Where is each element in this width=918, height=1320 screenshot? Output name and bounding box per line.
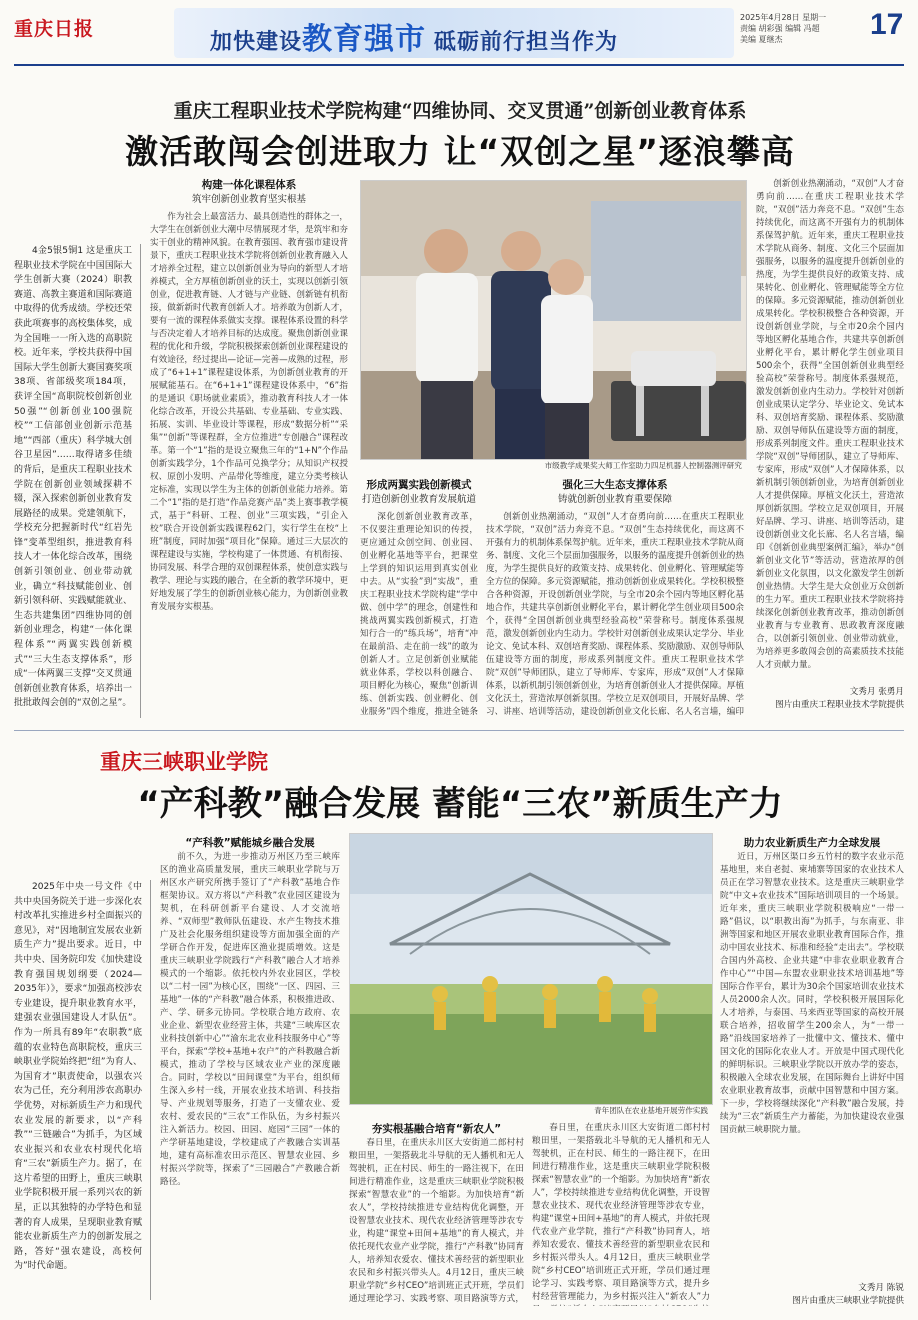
article1-byline: [756, 686, 904, 712]
article-divider: [14, 730, 904, 731]
article1-section3-continued: [756, 178, 904, 678]
article1-photo-caption: 市级教学成果奖大师工作室助力四足机器人控制器测评研究: [544, 461, 742, 470]
section-subheading: 筑牢创新创业教育坚实根基: [191, 194, 306, 205]
issue-meta: [740, 12, 870, 45]
section-body: 近日，万州区渠口乡五竹村的数字农业示范基地里，来自老挝、柬埔寨等国家的农业技术人员正在学习智慧农业技术。这是重庆三峡职业学院“中文+农业技术”国际培训项目的一个场景。近年来，重庆三峡职业学院积极响应“一带一路”倡议，以“职教出海”为抓手，与东南亚、非洲等国家和地区开展农业职业教育国际合作，推动中国农业技术、标准和经验“走出去”。学校联合国内外高校、企业共建“中非农业职业教育合作中心”“中国—东盟农业职业技术培训基地”等国际合作平台，累计为30余个国家培训农业技术人员2000余人次。同时，学校积极开展国际化人才培养，与泰国、马来西亚等国家的高校开展联合培养，招收留学生200余人，为“一带一路”沿线国家培养了一批懂中文、懂技术、懂中国文化的国际化农业人才。开放是中国式现代化的鲜明标识。三峡职业学院以开放办学的姿态，积极融入全球农业发展，在国际舞台上讲好中国农业职业教育故事，贡献中国智慧和中国方案。下一步，学校将继续深化“产科教”融合发展，持续为“三农”新质生产力蓄能，为加快建设农业强国贡献三峡职院力量。: [720, 852, 904, 1135]
page-number: 17: [870, 8, 904, 41]
lab-scene-image: [361, 181, 746, 459]
article2-section2-continued: [532, 1122, 710, 1306]
newspaper-logo: 重庆日报: [14, 18, 95, 40]
section-body-continued: 春日里，在重庆永川区大安街道二郎村村粮田里，一架搭载北斗导航的无人播机和无人驾驶机，正在村民、师生的一路注视下，在田间进行精准作业，这是重庆三峡职业学院积极探索“智慧农业”的一个缩影。为加快培育“新农人”，学校持续推进专业结构优化调整，开设智慧农业技术、现代农业经济管理等涉农专业，构建“课堂+田间+基地”的育人模式，并依托现代农业产业学院，推行“产科教”协同育人，培养知农爱农、懂技术善经营的新型职业农民和乡村振兴带头人。4月12日，重庆三峡职业学院“乡村CEO”培训班正式开班，学员们通过理论学习、实践考察、项目路演等方式，提升乡村经营管理能力，为乡村振兴注入“新农人”力: [532, 1123, 710, 1302]
section-heading: 夯实根基融合培育“新农人”: [371, 1123, 502, 1135]
column-rule: [150, 880, 151, 1300]
section-heading: 构建一体化课程体系: [201, 179, 297, 191]
section-body: 深化创新创业教育改革，不仅要注重理论知识的传授，更应通过众创空间、创业园、创业孵化基地等平台，把课堂上学到的知识运用到真实创业中去。从“实验”到“实战”，重庆工程职业技术学院构建“学中做、创中学”的理念，创建性和挑战两翼实践创新模式，打造知行合一的“练兵场”，培育“冲在最前沿、走在前一线”的敢为创新人才。立足创新创业赋能就业体系，学校以科创融合、项目孵化为核心，聚焦“创新训练、创新实践、创业孵化、创业服务”四个维度，推进全链条: [360, 512, 478, 717]
banner-part-1: 加快建设: [210, 30, 303, 55]
article1-section2: [360, 478, 478, 718]
article1-photo: [360, 180, 747, 460]
article2-photo-credit: 图片由重庆三峡职业学院提供: [792, 1296, 904, 1306]
section-body: 春日里，在重庆永川区大安街道二郎村村粮田里，一架搭载北斗导航的无人播机和无人驾驶机，正在村民、师生的一路注视下，在田间进行精准作业，这是重庆三峡职业学院积极探索“智慧农业”的一个缩影。为加快培育“新农人”，学校持续推进专业结构优化调整，开设智慧农业技术、现代农业经济管理等涉农专业，构建“课堂+田间+基地”的育人模式，并依托现代农业产业学院，推行“产科教”协同育人，培养知农爱农、懂技术善经营的新型职业农民和乡村振兴带头人。4月12日，重庆三峡职业学院“乡村CEO”培训班正式开班，学员们通过理论学习、实践考察、项目路演等方式，: [349, 1138, 524, 1304]
article1-section3: [486, 478, 744, 718]
article2-intro: [14, 880, 142, 1300]
article1-subtitle: 重庆工程职业技术学院构建“四维协同、交叉贯通”创新创业教育体系: [173, 100, 747, 122]
section-banner-title: [210, 14, 618, 58]
page-header: [0, 0, 918, 64]
section-heading: 形成两翼实践创新模式: [366, 479, 472, 491]
article2-institution: 重庆三峡职业学院: [100, 749, 268, 774]
article2-author: 文秀月 陈锐: [858, 1283, 904, 1293]
article1-intro-text: 4金5银5铜1 这是重庆工程职业技术学院在中国国际大学生创新大赛（2024）职教赛道、高教主赛道和国际赛道中取得的优秀成绩。学校还荣获此项赛事的高校集体奖，成为全国唯一一所入选的高职院校。近年来，学校共获得中国国际大学生创新大赛国赛奖项38项、省部级奖项184项，获评全国“高职院校创新创业50强”“创新创业100强院校”“工信部创业创新示范基地”“西部（重庆）科学城大创谷卫星园”……取得诸多佳绩的背后，是重庆工程职业技术学院在创新创业领域探耕不辍，深入探索创新创业教育发展路径的成果。党建领航下，学校充分把握新时代“红岩先锋”变革型组织，推进教育科技人才一体化综合改革，围绕创新引领创业、创业带动就业，确立“科技赋能创业、创新引领科研、实践赋能就业、生态共建集团”四维协同的创新创业理念，构建“一体化课程体系”“两翼实践创新模式”“三大生态支撑体系”，形成“一体两翼三支撑”交叉贯通创新创业教育体系，培养出一批批敢闯会创的“双创之星”。: [14, 246, 132, 709]
section-subheading: 打造创新创业教育发展航道: [361, 494, 476, 505]
banner-part-2: 砥砺前行担当作为: [434, 30, 619, 55]
section-heading: 助力农业新质生产力全球发展: [743, 837, 881, 849]
farm-scene-image: [350, 834, 712, 1104]
section-body-continued: 创新创业热潮涌动，“双创”人才奋勇向前……在重庆工程职业技术学院，“双创”活力奔竞不息。“双创”生态持续优化，而这离不开强有力的机制体系保驾护航。近年来，重庆工程职业技术学院从商务、制度、文化三个层面加强服务，以服务的温度提升创新创业的热度，为学生提供良好的政策支持、成果转化、创业孵化、管理赋能等全方位的保障。多元资源赋能，推动创新创业成果转化。学校积极整合各种资源，开设创新创业学院，与全市20余个园内等地区孵化基地合作，共建共享创新创业孵化平台，累计孵化学生创业项目500余个，获得“全国创新创业典型经验高校”荣誉称号。制度体系强规范，激发创新创业内生动力。学校针对创新创业成果认定学分、毕业论文、免试本科、双创培育奖励、课程体系、奖励激励、双创导师队伍建设等方面的制度，形成系列制度文件。重庆工程职业技术学院“双创”导师团队，建立了导师库、专家库，形成“双创”人才保障体系，以新机制引领创新创业，为培育创新创业人才提供保障。厚植文化沃土，营造浓厚创新氛围。学校立足双创项目，开展好品牌、学习、讲座、培训等活动，建设创新创业文化长廊、名人名言墙，编印《创新创业典型案例汇编》，举办“创新创业文化节”等活动，营造浓厚的创新创业文化氛围，以文化激发学生创新创业热情。大学生是大众创业万众创新的生力军。重庆工程职业技术学院将持续深化创新创业教育改革，推动创新创业教育与专业教育、思政教育深度融合，以创新引领创业、创业带动就业，为培养更多敢闯会创的高素质技术技能人才贡献力量。: [756, 179, 904, 670]
section-heading: 强化三大生态支撑体系: [562, 479, 668, 491]
column-rule: [140, 244, 141, 718]
article1-photo-credit: 图片由重庆工程职业技术学院提供: [775, 700, 904, 710]
article1-title: 激活敢闯会创进取力 让“双创之星”逐浪攀高: [125, 132, 795, 171]
article1-author: 文秀月 张勇月: [849, 687, 904, 697]
article1-intro: [14, 244, 132, 718]
article2-photo: [349, 833, 713, 1105]
section-body: 作为社会上最富活力、最具创造性的群体之一，大学生在创新创业大潮中尽情展现才华，是筑牢和夯实干创业的精神风貌。在教育强国、教育强市建设背景下，重庆工程职业技术学院将创新创业教育融入人才培养全过程，建立以创新创业为导向的新型人才培养模式，全方厚植创新创业的沃土，实现以创新引领创业，促进教育链、人才链与产业链、创新链有机衔接，做新新时代教育创新人才。培养敢为创新人才，要有一流的课程体系做实支撑。课程体系设置的科学与否决定着人才培养目标的达成度。聚焦创新创业课程的优化和升级，学院积极探索创新创业课程建设的有效途径，经过提出—论证—完善—成熟的过程，形成了“6+1+1”课程建设体系，为创新创业教育的开展赋能基石。在“6+1+1”课程建设体系中，“6”指的是通识《职场就业素质》，推动教育科技人才一体化综合改革，开设公共基础、专业基础、专业实践、拓展、实训、毕业设计等课程，形成“数据分析”“采集”“创新”等课程群，全方位推进“专创融合”课程改革。第一个“1”指的是设立聚焦三年的“1+N”个作品创新实践学分，1个作品可兑换学分；从知识产权授权、原创小发明、产品带化等维度，建立分类考核认定标准，实现以学生为主体的创新创业能力培养。第二个“1”指的是打造“作品竞赛产品”类上赛事教学模式，基于“科研、工程、创业”三项实践，“引企入校”联合开设创新实践课程62门，实行学生在校“上班”制度，同时加强“项目化”保障。通过三大层次的课程建设与实施，学校构建了一体贯通、有机衔接、协同发展、科学合理的双创课程体系，使创意实践与教学、理论与实践的融合，在全新的教学环境中，更好地发展了学生的创新创业核心能力，为创新创业教育发展夯实根基。: [150, 212, 348, 612]
article2-title: “产科教”融合发展 蓄能“三农”新质生产力: [137, 784, 783, 824]
article2-photo-caption: 青年团队在农业基地开展劳作实践: [594, 1106, 708, 1115]
editor-line-1: 责编 胡彩强 编辑 冯超: [740, 24, 820, 33]
section-body: 前不久，为进一步推动万州区乃至三峡库区的渔业高质量发展，重庆三峡职业学院与万州区水产研究所携手签订了“产科教”基地合作框架协议。双方将以“产科教”农业园区建设为契机，在科研创新平台建设、人才交流培养、“双师型”教师队伍建设、水产生物技术推广及社会化服务组织建设等方面加强全面的产学研合作开发，促进库区渔业提质增效。这是重庆三峡职业学院践行“产科教”融合人才培养模式的一个缩影。依托校内外农业园区，学校以“二村一园”为核心区，围绕“一区、四园、三基地”一体的“产科教”融合体系，积极推进政、产、学、研多元协同。学校联合地方政府、农业企业、新型农业经营主体，共建“三峡库区农业科技创新中心”“渝东北农业科技服务中心”等平台，探索“学校+基地+农户”的产科教融合新模式，推动了学校与区域农业产业的深度融合。同时，学校以“田间课堂”为平台，组织师生深入乡村一线，开展农业技术培训、科技指导、产业规划等服务，打造了一支懂农业、爱农村、爱农民的“三农”工作队伍，为乡村振兴注入新活力。校园、田园、庭园“三园”一体的产学研基地建设，学校建成了产教融合实训基地，建有高标准农田示范区、智慧农业园、乡村振兴学院等，探索了“三园融合”产教融合新路径。: [160, 852, 340, 1187]
banner-big: 教育强市: [302, 22, 427, 57]
issue-date: 2025年4月28日 星期一: [740, 13, 827, 22]
article2-section2: [349, 1122, 524, 1306]
article2-byline: [720, 1282, 904, 1308]
header-rule: [14, 64, 904, 66]
section-heading: “产科教”赋能城乡融合发展: [185, 837, 315, 849]
article2-section3: [720, 836, 904, 1276]
section-subheading: 铸就创新创业教育重要保障: [557, 494, 672, 505]
editor-line-2: 美编 夏继杰: [740, 35, 783, 44]
article2-section1: [160, 836, 340, 1306]
article1-section1: [150, 178, 348, 718]
section-body: 创新创业热潮涌动，“双创”人才奋勇向前……在重庆工程职业技术学院，“双创”活力奔竞不息。“双创”生态持续优化，而这离不开强有力的机制体系保驾护航。近年来，重庆工程职业技术学院从商务、制度、文化三个层面加强服务，以服务的温度提升创新创业的热度，为学生提供良好的政策支持、成果转化、创业孵化、管理赋能等全方位的保障。多元资源赋能，推动创新创业成果转化。学校积极整合各种资源，开设创新创业学院，与全市20余个园内等地区孵化基地合作，共建共享创新创业孵化平台，累计孵化学生创业项目500余个，获得“全国创新创业典型经验高校”荣誉称号。制度体系强规范，激发创新创业内生动力。学校针对创新创业成果认定学分、毕业论文、免试本科、双创培育奖励、课程体系、奖励激励、双创导师队伍建设等方面的制度，形成系列制度文件。重庆工程职业技术学院“双创”导师团队，建立了导师库、专家库，形成“双创”人才保障体系，以新机制引领创新创业，为培育创新创业人才提供保障。厚植文化沃土，营造浓厚创新氛围。学校立足双创项目，开展好品牌、学习、讲座、培训等活动，建设创新创业文化长廊、名人名言墙，编印: [486, 512, 744, 717]
article2-intro-text: 2025年中央一号文件《中共中央国务院关于进一步深化农村改革扎实推进乡村全面振兴的意见》，对“因地制宜发展农业新质生产力”提出要求。近日，中共中央、国务院印发《加快建设教育强国规划纲要（2024—2035年）》，要求“加强高校涉农专业建设，提升职业教育水平，建强农业强国建设人才队伍”。作为一所具有89年“农职教”底蕴的农业特色高职院校，重庆三峡职业学院始终把“纽”为育人、为国育才”职责使命，以强农兴农为己任，充分利用涉农高职办学优势，对标新质生产力和现代农业发展的新要求，以“产科教”“三链融合”为抓手，为区域农业振兴和农业农村现代化培育“三农”新质生产力。据了，在这片希望的田野上，重庆三峡职业学院积极开展一系列兴农的新星，正以其独特的办学特色和显著的育人成果，呈现职业教育赋能农业新质生产力的创新发展之路，答好“强农建设，高校何为”时代命题。: [14, 882, 142, 1272]
